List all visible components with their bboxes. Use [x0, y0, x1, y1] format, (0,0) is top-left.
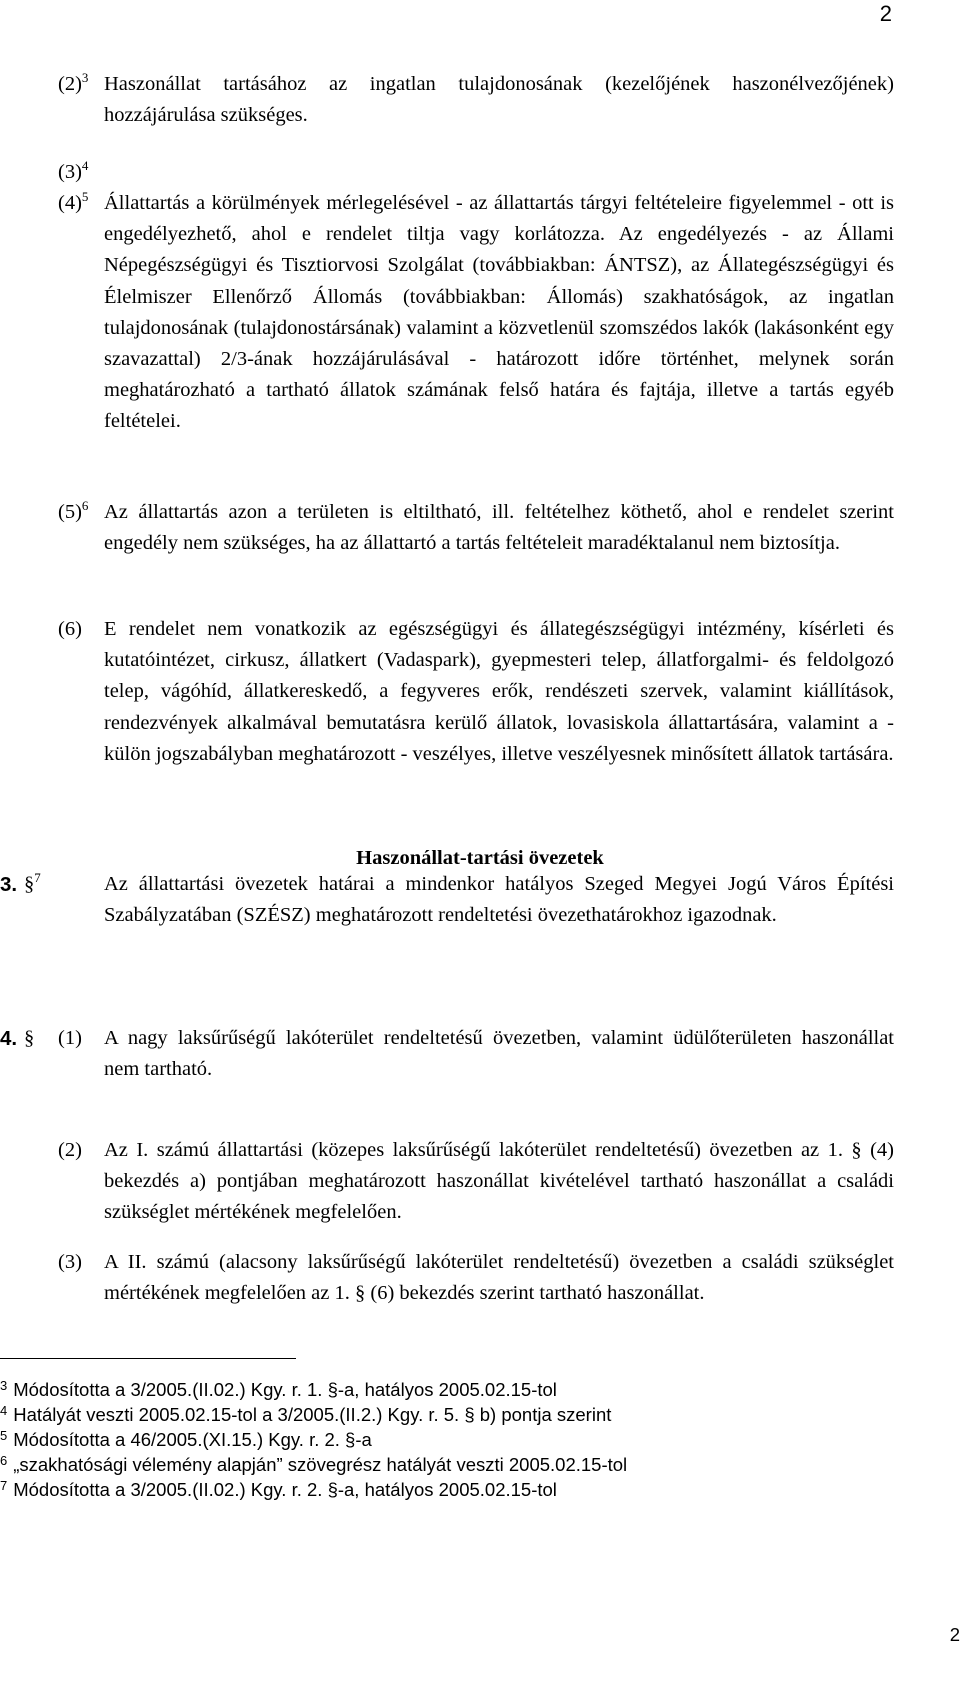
paragraph-text: Az állattartás azon a területen is eltiltható, ill. feltételhez köthető, ahol e rendelet szerint engedély nem szükséges, ha az állattartó a tartás feltételeit maradéktalanul nem biztosítja.: [104, 501, 894, 555]
section-4-paragraph-2: [0, 1135, 894, 1229]
paragraph-label: $(2)^3$: [58, 70, 89, 95]
section-number: 4.: [0, 1027, 18, 1050]
paragraph-label: (6): [58, 618, 82, 640]
footnotes: [0, 1377, 627, 1502]
footnote: $^3$ Módosította a 3/2005.(II.02.) Kgy. r. 1. §-a, hatályos 2005.02.15-tol: [0, 1378, 557, 1400]
paragraph-6: [58, 614, 894, 770]
paragraph-text: E rendelet nem vonatkozik az egészségügyi és állategészségügyi intézmény, kísérleti és kutatóintézet, cirkusz, állatkert (Vadaspark), gyepmesteri telep, állatforgalmi- és feldolgozó telep, vágóhíd, állatkereskedő, a fegyveres erők, rendészeti szervek, valamint kiállítások, rendezvények alkalmával bemutatásra kerülő állatok, lovasiskola állattartására, valamint a - külön jogszabályban meghatározott - veszélyes, illetve veszélyesnek minősített állatok tartására.: [104, 618, 894, 765]
paragraph-2: [58, 69, 894, 131]
paragraph-5: [58, 497, 894, 559]
paragraph-4: [58, 188, 894, 438]
section-mark: §$^7$: [24, 870, 41, 895]
footnote: $^4$ Hatályát veszti 2005.02.15-tol a 3/2005.(II.2.) Kgy. r. 5. § b) pontja szerint: [0, 1403, 612, 1425]
paragraph-text: Állattartás a körülmények mérlegelésével - az állattartás tárgyi feltételeire figyelemmel - ott is engedélyezhető, ahol e rendelet tiltja vagy korlátozza. Az engedélyezés - az Állami Népegészségügyi és Tisztiorvosi Szolgálat (továbbiakban: ÁNTSZ), az Állategészségügyi és Élelmiszer Ellenőrző Állomás (továbbiakban: Állomás) szakhatóságok, az ingatlan tulajdonosának (tulajdonostársának) valamint a közvetlenül szomszédos lakók (lakásonként egy szavazattal) 2/3-ának hozzájárulásával - határozott időre történhet, melynek során meghatározható a tartható állatok számának felső határa és fajtája, illetve a tartás egyéb feltételei.: [104, 192, 894, 433]
section-text: Az állattartási övezetek határai a mindenkor hatályos Szeged Megyei Jogú Város Építési Szabályzatában (SZÉSZ) meghatározott rendeltetési övezethatárokhoz igazodnak.: [104, 873, 894, 927]
paragraph-label: (1): [58, 1027, 82, 1049]
paragraph-label: $(3)^4$: [58, 158, 89, 183]
paragraph-text: Az I. számú állattartási (közepes laksűrűségű lakóterület rendeltetésű) övezetben az 1. § (4) bekezdés a) pontjában meghatározott haszonállat kivételével tartható haszonállat a családi szükséglet mértékének megfelelően.: [104, 1139, 894, 1224]
paragraph-text: A nagy laksűrűségű lakóterület rendeltetésű övezetben, valamint üdülőterületen haszonállat nem tartható.: [104, 1027, 894, 1081]
paragraph-label: $(5)^6$: [58, 498, 89, 523]
page-number-top: 2: [879, 1, 892, 26]
section-heading: Haszonállat-tartási övezetek: [356, 847, 604, 869]
footnote: $^6$ „szakhatósági vélemény alapján” szövegrész hatályát veszti 2005.02.15-tol: [0, 1453, 628, 1475]
paragraph-text: A II. számú (alacsony laksűrűségű lakóterület rendeltetésű) övezetben a családi szükséglet mértékének megfelelően az 1. § (6) bekezdés szerint tartható haszonállat.: [104, 1251, 894, 1305]
footnote: $^5$ Módosította a 46/2005.(XI.15.) Kgy. r. 2. §-a: [0, 1428, 372, 1450]
paragraph-label: $(4)^5$: [58, 189, 89, 214]
section-4: [0, 1023, 894, 1085]
paragraph-label: (2): [58, 1139, 82, 1161]
section-3: [0, 869, 894, 931]
section-number: 3.: [0, 873, 18, 896]
page-number-bottom: 2: [949, 1624, 960, 1645]
paragraph-text: Haszonállat tartásához az ingatlan tulajdonosának (kezelőjének haszonélvezőjének) hozzájárulása szükséges.: [104, 73, 894, 127]
paragraph-label: (3): [58, 1251, 82, 1273]
footnote-separator: [0, 1358, 296, 1359]
footnote: $^7$ Módosította a 3/2005.(II.02.) Kgy. r. 2. §-a, hatályos 2005.02.15-tol: [0, 1478, 557, 1500]
section-mark: §: [24, 1027, 35, 1049]
section-4-paragraph-3: [0, 1247, 894, 1309]
